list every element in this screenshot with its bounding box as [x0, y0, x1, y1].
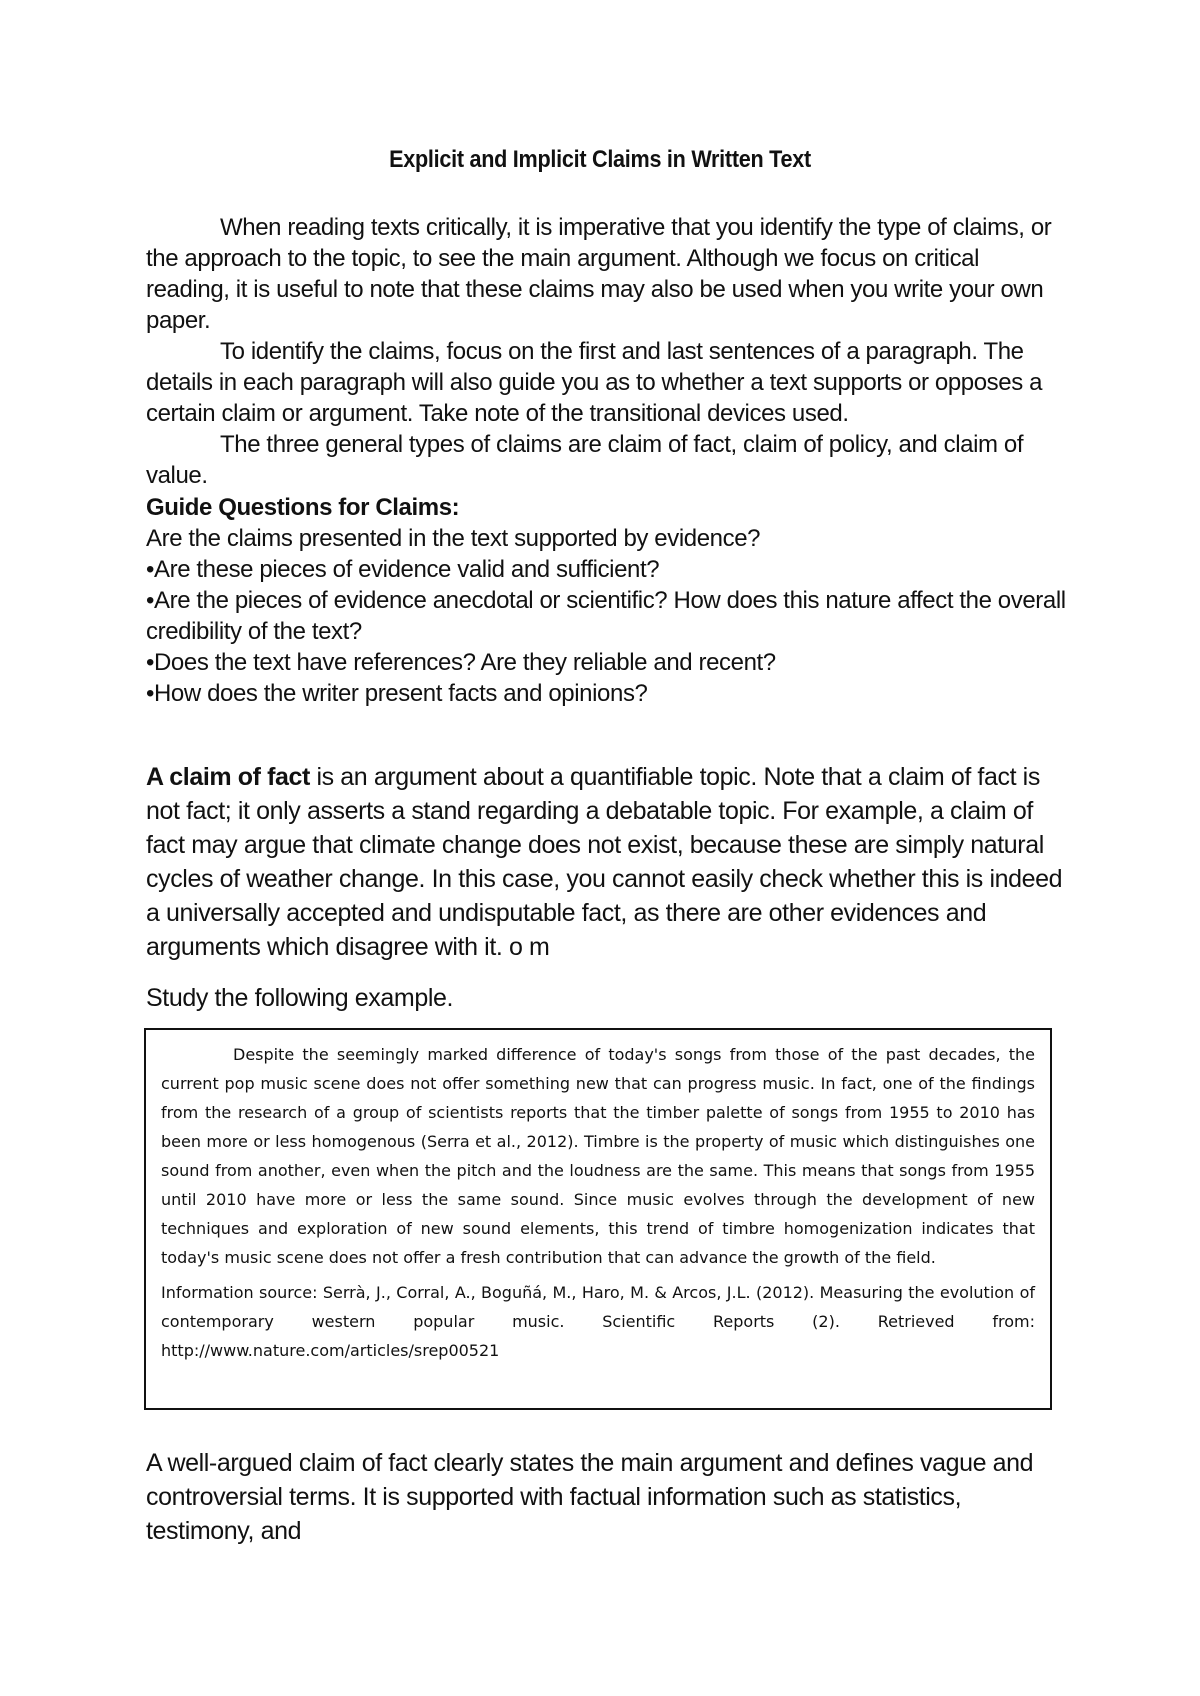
closing-section — [146, 1446, 1066, 1548]
example-source: Information source: Serrà, J., Corral, A., Boguñá, M., Haro, M. & Arcos, J.L. (2012). Measuring the evolution of contemporary western popular music. Scientific Reports (2). Retrieved from: http://www.nature.com/articles/srep00521 — [161, 1283, 1035, 1360]
guide-question: Are the claims presented in the text supported by evidence? — [146, 525, 761, 552]
intro-paragraph: To identify the claims, focus on the first and last sentences of a paragraph. The details in each paragraph will also guide you as to whether a text supports or opposes a certain claim or argument. Take note of the transitional devices used. — [146, 338, 1043, 427]
document-title: Explicit and Implicit Claims in Written Text — [389, 146, 811, 173]
intro-section — [146, 212, 1056, 491]
guide-questions-section — [146, 492, 1076, 709]
guide-question: •Are these pieces of evidence valid and sufficient? — [146, 556, 660, 583]
example-body: Despite the seemingly marked difference of today's songs from those of the past decades, the current pop music scene does not offer something new that can progress music. In fact, one of the findings from the research of a group of scientists reports that the timber palette of songs from 1955 to 2010 has been more or less homogenous (Serra et al., 2012). Timbre is the property of music which distinguishes one sound from another, even when the pitch and the loudness are the same. This means that songs from 1955 until 2010 have more or less the same sound. Since music evolves through the development of new techniques and exploration of new sound elements, this trend of timbre homogenization indicates that today's music scene does not offer a fresh contribution that can advance the growth of the field. — [161, 1045, 1035, 1267]
guide-question: •Does the text have references? Are they reliable and recent? — [146, 649, 776, 676]
claim-of-fact-paragraph — [146, 760, 1066, 964]
claim-of-fact-term: A claim of fact — [146, 763, 310, 791]
guide-heading: Guide Questions for Claims: — [146, 494, 460, 521]
claim-of-fact-definition: is an argument about a quantifiable topic. Note that a claim of fact is not fact; it only asserts a stand regarding a debatable topic. For example, a claim of fact may argue that climate change does not exist, because these are simply natural cycles of weather change. In this case, you cannot easily check whether this is indeed a universally accepted and undisputable fact, as there are other evidences and arguments which disagree with it. o m — [146, 763, 1063, 961]
guide-question: •Are the pieces of evidence anecdotal or scientific? How does this nature affect the overall credibility of the text? — [146, 587, 1066, 645]
study-prompt: Study the following example. — [146, 984, 454, 1012]
example-box — [144, 1028, 1052, 1410]
closing-paragraph: A well-argued claim of fact clearly states the main argument and defines vague and controversial terms. It is supported with factual information such as statistics, testimony, and — [146, 1449, 1034, 1545]
guide-question: •How does the writer present facts and opinions? — [146, 680, 648, 707]
claim-of-fact-section — [146, 760, 1066, 964]
guide-question-list — [146, 523, 1076, 709]
intro-paragraph: The three general types of claims are claim of fact, claim of policy, and claim of value. — [146, 431, 1024, 489]
intro-paragraph: When reading texts critically, it is imperative that you identify the type of claims, or the approach to the topic, to see the main argument. Although we focus on critical reading, it is useful to note that these claims may also be used when you write your own paper. — [146, 214, 1052, 334]
